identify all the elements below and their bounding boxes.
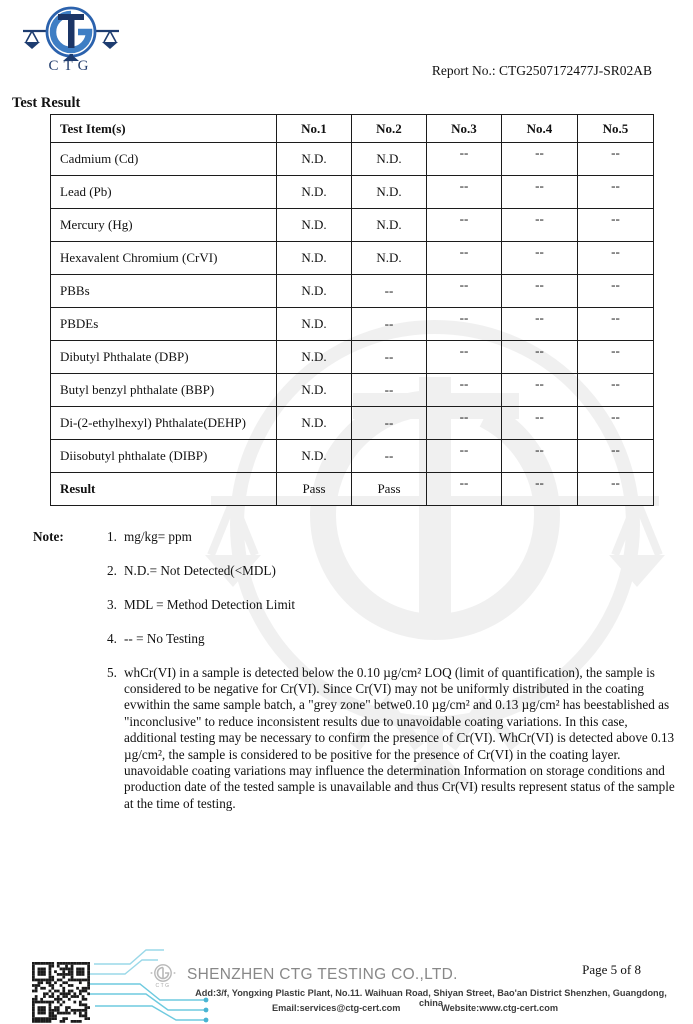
note-text: N.D.= Not Detected(<MDL) <box>124 562 276 578</box>
value-cell: -- <box>427 407 502 440</box>
ctg-logo-icon <box>18 5 124 61</box>
note-number: 4. <box>107 630 117 646</box>
value-cell: -- <box>352 407 427 440</box>
test-item-cell: Hexavalent Chromium (CrVI) <box>51 242 277 275</box>
test-item-cell: Mercury (Hg) <box>51 209 277 242</box>
table-row <box>51 176 654 209</box>
table-header-row <box>51 115 654 143</box>
value-cell: N.D. <box>352 242 427 275</box>
value-cell: -- <box>578 440 654 473</box>
value-cell: -- <box>352 341 427 374</box>
column-header-no1: No.1 <box>277 115 352 143</box>
value-cell: -- <box>502 341 578 374</box>
column-header-no5: No.5 <box>578 115 654 143</box>
test-item-cell: Diisobutyl phthalate (DIBP) <box>51 440 277 473</box>
value-cell: -- <box>578 341 654 374</box>
test-item-cell: Di-(2-ethylhexyl) Phthalate(DEHP) <box>51 407 277 440</box>
value-cell: N.D. <box>277 341 352 374</box>
footer-email: Email:services@ctg-cert.com <box>272 1003 401 1013</box>
note-number: 2. <box>107 562 117 578</box>
value-cell: N.D. <box>277 374 352 407</box>
value-cell: N.D. <box>352 143 427 176</box>
value-cell: Pass <box>277 473 352 506</box>
column-header-no2: No.2 <box>352 115 427 143</box>
table-row <box>51 407 654 440</box>
value-cell: N.D. <box>277 308 352 341</box>
value-cell: -- <box>427 143 502 176</box>
table-row <box>51 209 654 242</box>
test-item-cell: Cadmium (Cd) <box>51 143 277 176</box>
value-cell: N.D. <box>352 209 427 242</box>
column-header-test-item: Test Item(s) <box>51 115 277 143</box>
value-cell: -- <box>578 308 654 341</box>
note-text: -- = No Testing <box>124 630 205 646</box>
footer-company-name: SHENZHEN CTG TESTING CO.,LTD. <box>187 966 458 983</box>
table-row <box>51 308 654 341</box>
value-cell: -- <box>352 440 427 473</box>
value-cell: -- <box>427 473 502 506</box>
value-cell: -- <box>427 440 502 473</box>
note-text: MDL = Method Detection Limit <box>124 596 296 612</box>
report-number: Report No.: CTG2507172477J-SR02AB <box>431 63 652 78</box>
value-cell: -- <box>578 473 654 506</box>
column-header-no3: No.3 <box>427 115 502 143</box>
test-item-cell: Butyl benzyl phthalate (BBP) <box>51 374 277 407</box>
value-cell: -- <box>578 275 654 308</box>
note-text: mg/kg= ppm <box>124 529 192 544</box>
test-result-table <box>50 114 654 506</box>
value-cell: N.D. <box>277 242 352 275</box>
footer-ctg-logo-icon <box>149 963 177 991</box>
test-item-cell: PBBs <box>51 275 277 308</box>
value-cell: -- <box>578 143 654 176</box>
value-cell: -- <box>578 176 654 209</box>
table-row <box>51 374 654 407</box>
value-cell: -- <box>427 242 502 275</box>
page-number: Page 5 of 8 <box>582 962 641 977</box>
value-cell: -- <box>502 374 578 407</box>
footer-contact-line <box>272 1003 558 1013</box>
value-cell: N.D. <box>277 275 352 308</box>
note-item <box>107 563 683 579</box>
logo-caption: CTG <box>48 58 94 74</box>
value-cell: N.D. <box>277 209 352 242</box>
table-row <box>51 440 654 473</box>
value-cell: -- <box>427 176 502 209</box>
test-item-cell: Result <box>51 473 277 506</box>
note-item <box>107 597 683 613</box>
note-number: 1. <box>107 529 117 544</box>
note-item <box>107 665 683 813</box>
value-cell: N.D. <box>352 176 427 209</box>
value-cell: -- <box>502 242 578 275</box>
value-cell: -- <box>352 308 427 341</box>
value-cell: -- <box>502 275 578 308</box>
value-cell: -- <box>578 209 654 242</box>
value-cell: -- <box>427 209 502 242</box>
table-row <box>51 143 654 176</box>
value-cell: N.D. <box>277 440 352 473</box>
value-cell: -- <box>502 440 578 473</box>
value-cell: N.D. <box>277 143 352 176</box>
value-cell: -- <box>502 176 578 209</box>
page-title: Test Result <box>12 95 81 111</box>
test-item-cell: Lead (Pb) <box>51 176 277 209</box>
value-cell: -- <box>427 341 502 374</box>
table-row <box>51 275 654 308</box>
value-cell: -- <box>352 374 427 407</box>
value-cell: -- <box>578 374 654 407</box>
note-number: 3. <box>107 596 117 612</box>
note-text: whCr(VI) in a sample is detected below the 0.10 µg/cm² LOQ (limit of quantification), the sample is considered to be negative for Cr(VI). Since Cr(VI) may not be uniformly distributed in the coating evwithin the same sample batch, a "grey zone" betwe0.10 µg/cm² and 0.13 µg/cm² has beestablished as "inconclusive" to reduce inconsistent results due to unavoidable coating variations. In this case, additional testing may be necessary to confirm the presence of Cr(VI). WhCr(VI) is detected above 0.13 µg/cm², the sample is considered to be positive for the presence of Cr(VI) in the coating layer. unavoidable coating variations may influence the determination Information on storage conditions and production date of the tested sample is unavailable and thus Cr(VI) results represent status of the sample at the time of testing. <box>124 664 675 811</box>
value-cell: -- <box>427 308 502 341</box>
test-item-cell: Dibutyl Phthalate (DBP) <box>51 341 277 374</box>
value-cell: Pass <box>352 473 427 506</box>
test-item-cell: PBDEs <box>51 308 277 341</box>
value-cell: -- <box>502 209 578 242</box>
note-item <box>107 529 683 545</box>
value-cell: -- <box>427 374 502 407</box>
value-cell: -- <box>427 275 502 308</box>
value-cell: -- <box>352 275 427 308</box>
footer-logo-caption: CTG <box>155 983 171 989</box>
value-cell: N.D. <box>277 176 352 209</box>
value-cell: -- <box>502 407 578 440</box>
table-row <box>51 341 654 374</box>
footer-address: Add:3/f, Yongxing Plastic Plant, No.11. Waihuan Road, Shiyan Street, Bao'an District Shenzhen, Guangdong, china <box>195 988 667 1008</box>
table-row <box>51 242 654 275</box>
value-cell: -- <box>502 473 578 506</box>
value-cell: -- <box>502 308 578 341</box>
table-row <box>51 473 654 506</box>
value-cell: -- <box>502 143 578 176</box>
footer-website: Website:www.ctg-cert.com <box>441 1003 558 1013</box>
notes-label: Note: <box>33 529 64 544</box>
notes-section <box>33 527 683 830</box>
value-cell: -- <box>578 407 654 440</box>
qr-code <box>32 962 90 1024</box>
note-item <box>107 631 683 647</box>
column-header-no4: No.4 <box>502 115 578 143</box>
value-cell: -- <box>578 242 654 275</box>
note-number: 5. <box>107 664 117 680</box>
value-cell: N.D. <box>277 407 352 440</box>
